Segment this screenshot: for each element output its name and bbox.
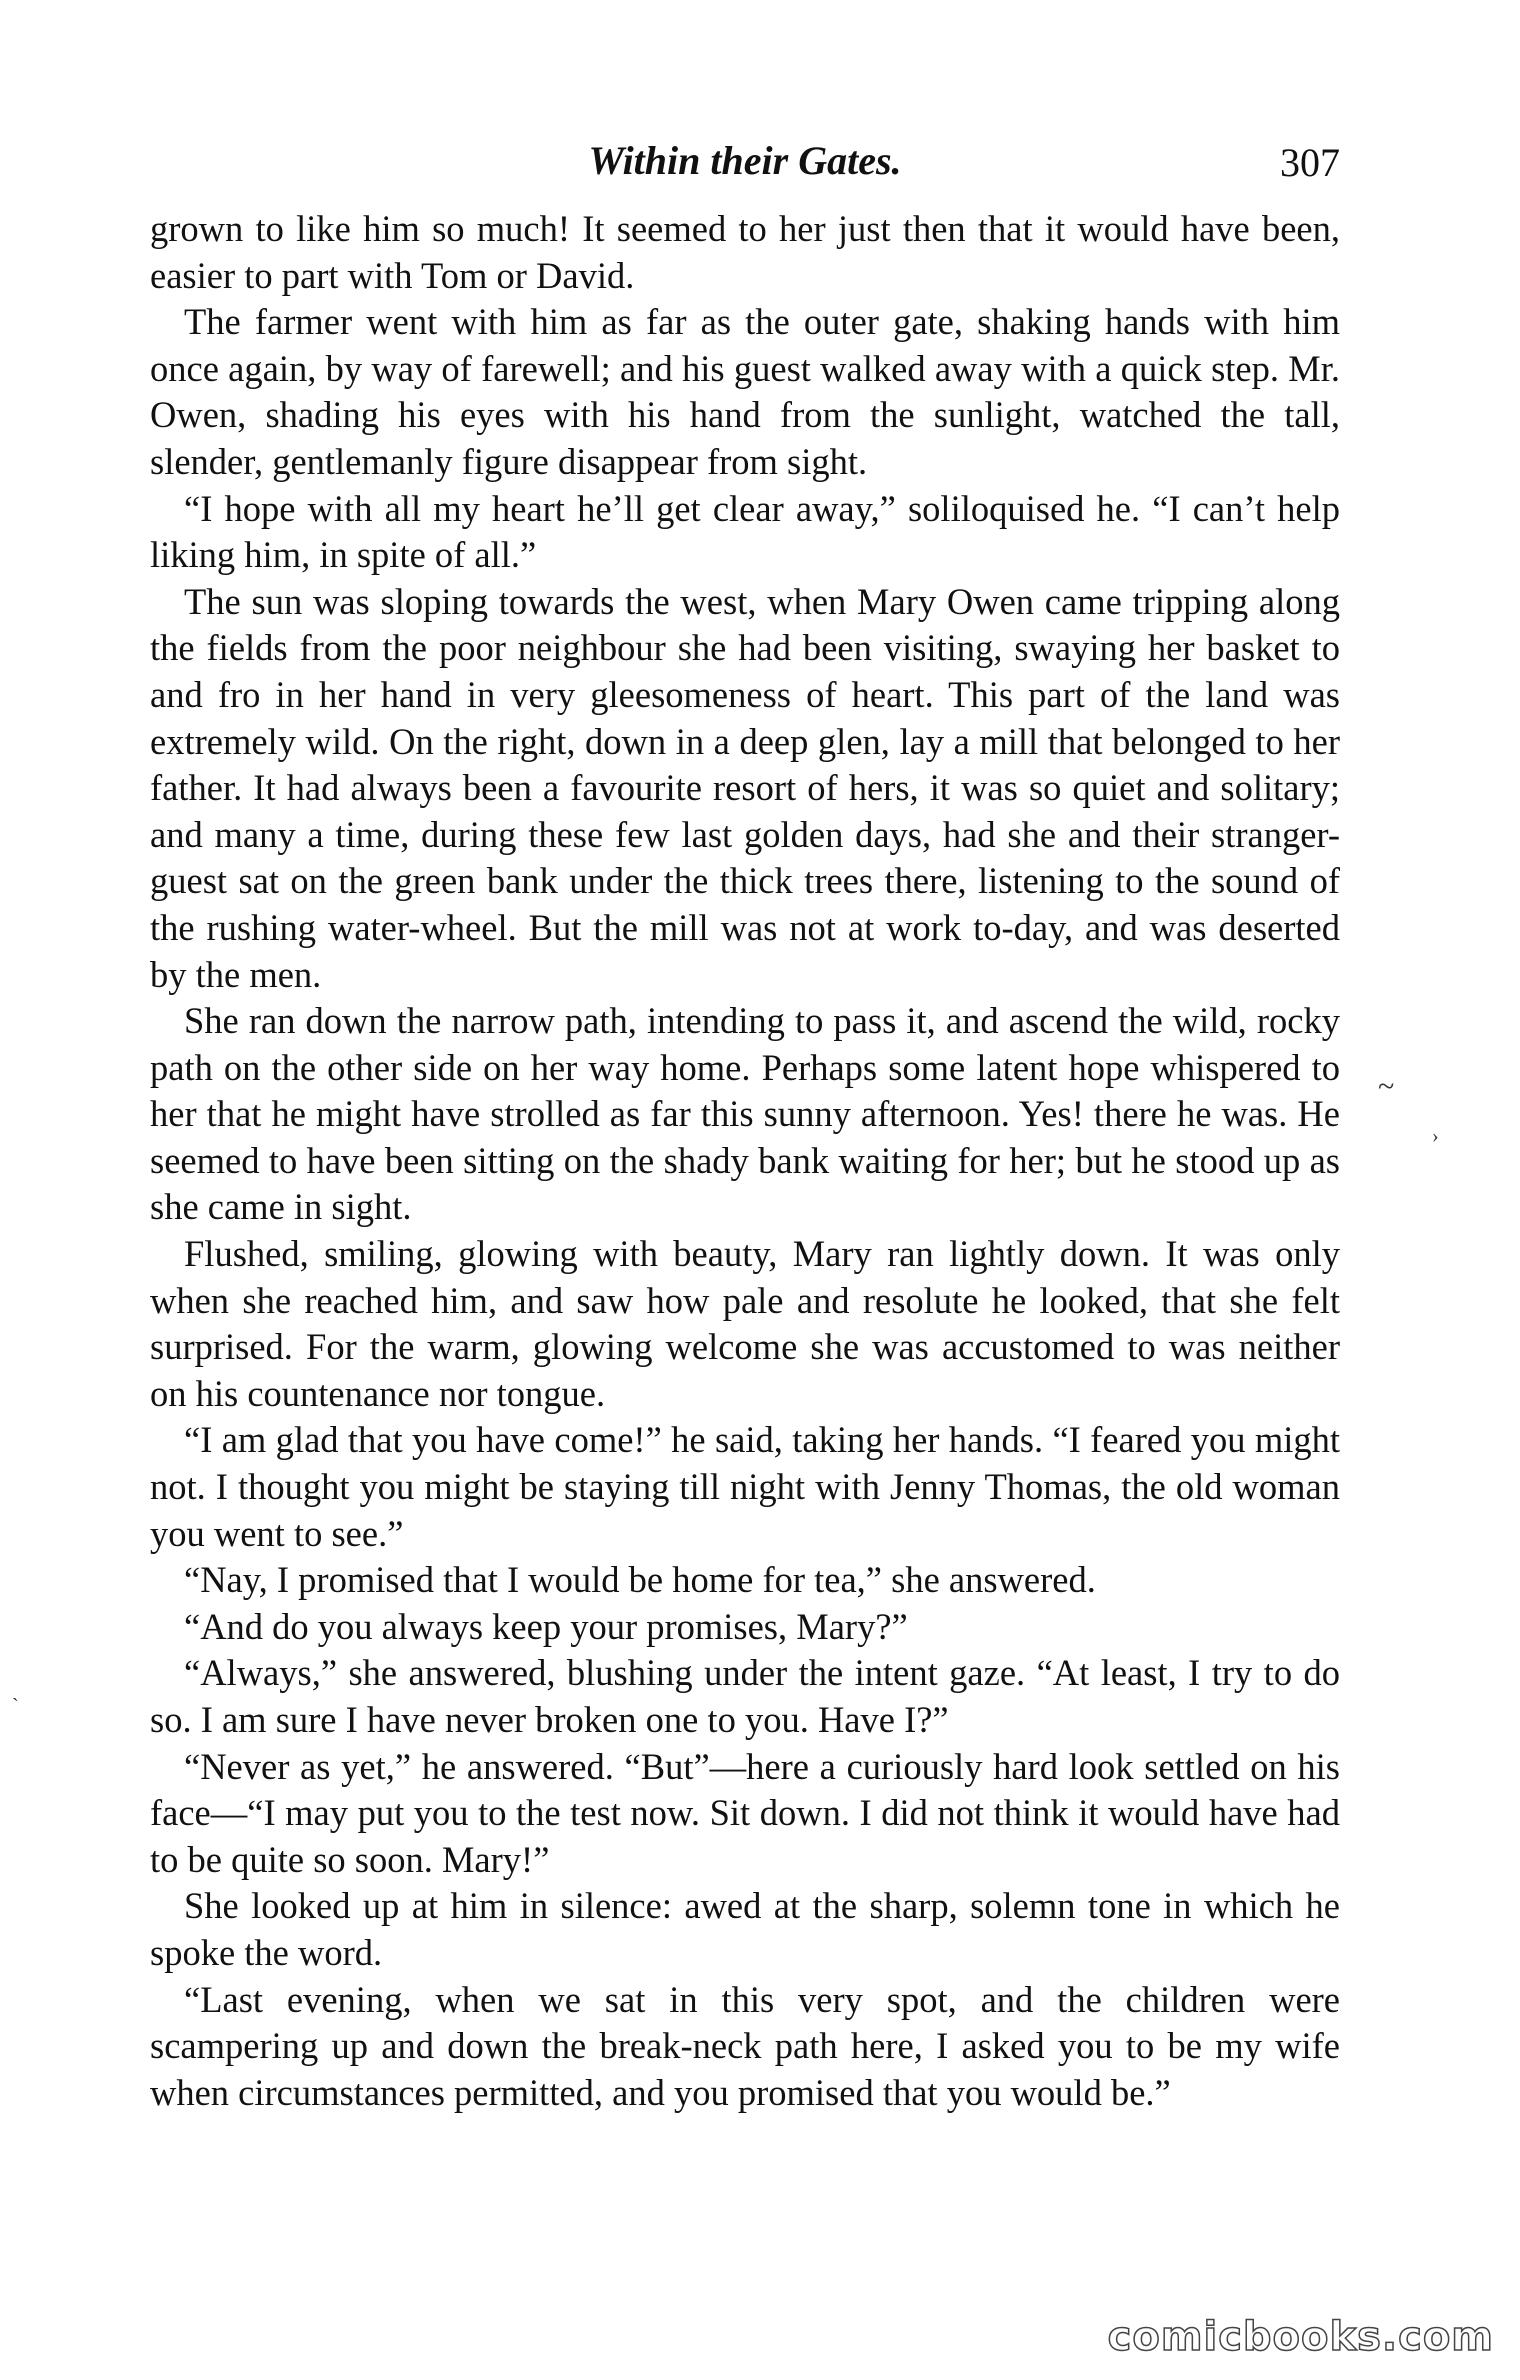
body-text bbox=[150, 206, 1340, 2116]
paragraph: She looked up at him in silence: awed at the sharp, solemn tone in which he spoke the word. bbox=[150, 1885, 1340, 1973]
paragraph: “Never as yet,” he answered. “But”—here a curiously hard look settled on his face—“I may put you to the test now. Sit down. I did not think it would have had to be quite so soon. Mary!” bbox=[150, 1745, 1340, 1880]
paragraph: “Always,” she answered, blushing under the intent gaze. “At least, I try to do so. I am sure I have never broken one to you. Have I?” bbox=[150, 1652, 1340, 1740]
paragraph: She ran down the narrow path, intending to pass it, and ascend the wild, rocky path on the other side on her way home. Perhaps some latent hope whispered to her that he might have strolled as far this sunny afternoon. Yes! there he was. He seemed to have been sitting on the shady bank waiting for her; but he stood up as she came in sight. bbox=[150, 1000, 1340, 1228]
watermark: comicbooks.com bbox=[1107, 2314, 1494, 2360]
margin-mark: ` bbox=[12, 1695, 19, 1717]
paragraph: Flushed, smiling, glowing with beauty, Mary ran lightly down. It was only when she reached him, and saw how pale and resolute he looked, that she felt surprised. For the warm, glowing welcome she was accustomed to was neither on his countenance nor tongue. bbox=[150, 1233, 1340, 1414]
paragraph: “Last evening, when we sat in this very spot, and the children were scampering up and down the break-neck path here, I asked you to be my wife when circumstances permitted, and you promised that you would be.” bbox=[150, 1978, 1340, 2113]
page-number: 307 bbox=[1280, 140, 1340, 185]
margin-mark: ~ bbox=[1378, 1070, 1395, 1103]
page-header bbox=[150, 128, 1340, 194]
paragraph: “And do you always keep your promises, Mary?” bbox=[184, 1605, 908, 1647]
paragraph: “I hope with all my heart he’ll get clear away,” soliloquised he. “I can’t help liking him, in spite of all.” bbox=[150, 487, 1340, 576]
paragraph: The sun was sloping towards the west, when Mary Owen came tripping along the fields from the poor neighbour she had been visiting, swaying her basket to and fro in her hand in very gleesomeness of heart. This part of the land was extremely wild. On the right, down in a deep glen, lay a mill that belonged to her father. It had always been a favourite resort of hers, it was so quiet and solitary; and many a time, during these few last golden days, had she and their stranger-guest sat on the green bank under the thick trees there, listening to the sound of the rushing water-wheel. But the mill was not at work to-day, and was deserted by the men. bbox=[150, 580, 1340, 995]
paragraph: grown to like him so much! It seemed to her just then that it would have been, easier to part with Tom or David. bbox=[150, 208, 1340, 296]
running-title: Within their Gates. bbox=[588, 138, 902, 183]
paragraph: “Nay, I promised that I would be home for tea,” she answered. bbox=[184, 1559, 1096, 1601]
paragraph: The farmer went with him as far as the outer gate, shaking hands with him once again, by way of farewell; and his guest walked away with a quick step. Mr. Owen, shading his eyes with his hand from the sunlight, watched the tall, slender, gentlemanly figure disappear from sight. bbox=[150, 301, 1340, 482]
margin-mark: › bbox=[1432, 1125, 1439, 1147]
paragraph: “I am glad that you have come!” he said, taking her hands. “I feared you might not. I thought you might be staying till night with Jenny Thomas, the old woman you went to see.” bbox=[150, 1419, 1340, 1554]
